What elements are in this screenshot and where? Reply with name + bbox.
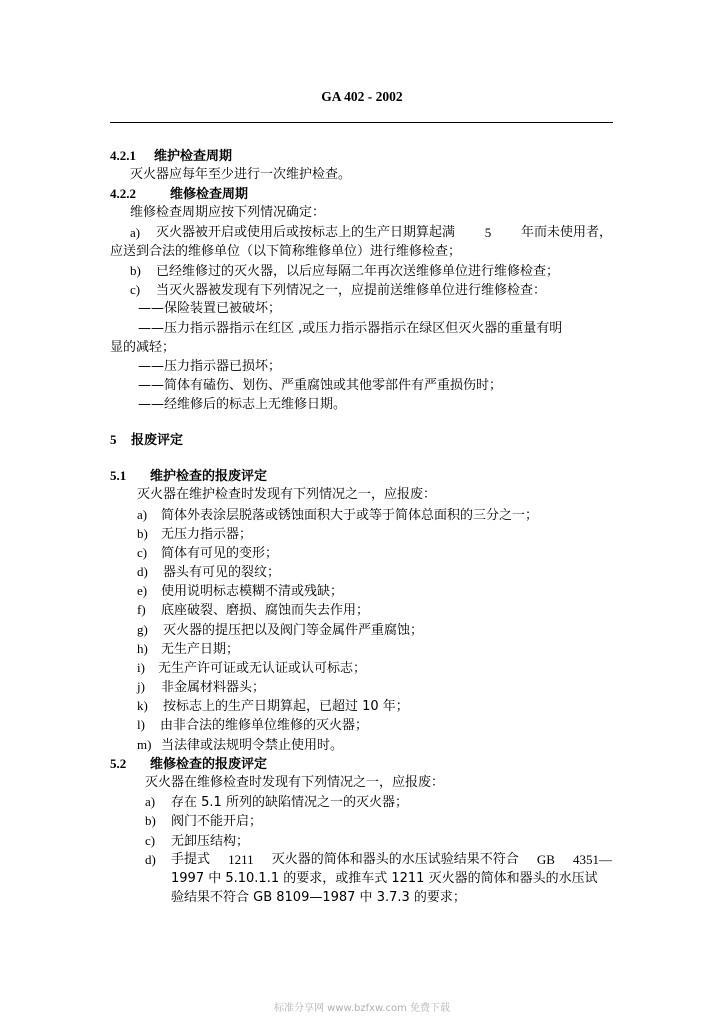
paragraph: 灭火器应每年至少进行一次维护检查。 [130, 167, 352, 182]
text-fragment: 1211 [228, 852, 254, 867]
list-marker: k) [137, 698, 148, 713]
list-marker: a) [130, 225, 141, 240]
list-item-text: 无压力指示器； [161, 527, 253, 542]
list-item [137, 738, 343, 752]
watermark-footer: 标准分享网 www.bzfxw.com 免费下载 [274, 1003, 450, 1014]
list-item-text: 无生产许可证或无认证或认可标志； [158, 661, 367, 676]
list-item-continuation: 应送到合法的维修单位（以下简称维修单位）进行维修检查； [110, 244, 462, 259]
list-item [130, 283, 546, 297]
document-header: GA 402 - 2002 [321, 89, 403, 104]
list-item-text: 简体有可见的变形； [161, 546, 279, 561]
list-marker: g) [137, 622, 148, 637]
section-heading-4-2-1 [110, 149, 232, 163]
dash-item: ——保险装置已被破坏； [138, 301, 282, 316]
list-item-text: 阀门不能开启； [171, 814, 263, 829]
dash-item: ——简体有磕伤、划伤、严重腐蚀或其他零部件有严重损伤时； [138, 378, 503, 393]
list-item [137, 565, 280, 579]
list-item-continuation: 验结果不符合 GB 8109—1987 中 3.7.3 的要求； [171, 890, 466, 905]
text-fragment: 4351— [573, 852, 612, 867]
list-item-continuation: 1997 中 5.10.1.1 的要求，或推车式 1211 灭火器的简体和器头的水压试 [171, 871, 598, 886]
list-marker: d) [145, 852, 156, 867]
list-item [137, 661, 366, 675]
list-item [137, 699, 409, 713]
list-marker: j) [137, 679, 145, 694]
list-item [137, 584, 343, 598]
list-item-text: 简体外表涂层脱落或锈蚀面积大于或等于简体总面积的三分之一； [161, 508, 539, 523]
list-marker: i) [137, 660, 145, 675]
text-fragment: 灭火器被开启或使用后或按标志上的生产日期算起满 [156, 225, 456, 240]
text-fragment: GB [536, 852, 555, 867]
dash-item: ——压力指示器已损坏； [138, 359, 282, 374]
list-item-text: 按标志上的生产日期算起，已超过 10 年； [163, 699, 409, 714]
list-item-text: 无卸压结构； [171, 834, 250, 849]
list-marker: e) [137, 583, 148, 598]
list-item [137, 546, 278, 560]
paragraph: 灭火器在维修检查时发现有下列情况之一，应报废： [145, 775, 445, 790]
list-marker: c) [145, 833, 156, 848]
list-marker: a) [137, 507, 148, 522]
text-fragment: 灭火器的简体和器头的水压试验结果不符合 [271, 852, 519, 867]
section-title: 维护检查周期 [154, 149, 233, 164]
dash-item: ——经维修后的标志上无维修日期。 [138, 397, 347, 412]
list-item [130, 264, 559, 278]
list-item [137, 642, 239, 656]
dash-item-continuation: 显的减轻； [110, 340, 176, 355]
list-item [145, 834, 249, 848]
list-item-text: 非金属材料器头； [161, 680, 266, 695]
section-title: 维修检查的报废评定 [150, 757, 268, 772]
header-rule [110, 122, 613, 123]
text-fragment: 5 [484, 225, 492, 240]
list-item-text: 当灭火器被发现有下列情况之一，应提前送维修单位进行维修检查： [156, 283, 547, 298]
list-marker: m) [137, 737, 152, 752]
list-item-text [171, 853, 612, 866]
list-item-text: 无生产日期； [161, 642, 240, 657]
list-marker: b) [145, 813, 156, 828]
section-title: 维护检查的报废评定 [150, 469, 268, 484]
list-item [130, 226, 156, 240]
section-number: 5 [110, 432, 117, 447]
list-marker: b) [137, 526, 148, 541]
list-marker: a) [145, 794, 156, 809]
section-number: 5.2 [110, 756, 127, 771]
list-item [137, 603, 369, 617]
list-item-text: 使用说明标志模糊不清或残缺； [161, 584, 344, 599]
section-heading-5 [110, 433, 183, 447]
list-item-text: 灭火器的提压把以及阀门等金属件严重腐蚀； [163, 623, 424, 638]
list-item [137, 508, 538, 522]
list-item [137, 718, 368, 732]
list-item [145, 814, 262, 828]
text-fragment: 手提式 [171, 852, 211, 867]
paragraph: 维修检查周期应按下列情况确定： [130, 205, 326, 220]
list-item-text [156, 226, 612, 239]
paragraph: 灭火器在维护检查时发现有下列情况之一，应报废： [137, 487, 437, 502]
section-number: 5.1 [110, 468, 127, 483]
dash-item: ——压力指示器指示在红区 ,或压力指示器指示在绿区但灭火器的重量有明 [138, 321, 563, 336]
section-heading-5-2 [110, 757, 267, 771]
list-marker: d) [137, 564, 148, 579]
list-marker: h) [137, 641, 148, 656]
list-marker: b) [130, 263, 141, 278]
list-item-text: 已经维修过的灭火器，以后应每隔二年再次送维修单位进行维修检查； [156, 264, 560, 279]
list-item-text: 当法律或法规明令禁止使用时。 [161, 738, 344, 753]
list-item-text: 底座破裂、磨损、腐蚀而失去作用； [161, 603, 370, 618]
list-marker: l) [137, 717, 145, 732]
list-item [137, 623, 423, 637]
text-fragment: 年而未使用者， [520, 225, 612, 240]
list-marker: f) [137, 602, 146, 617]
section-number: 4.2.2 [110, 186, 136, 201]
section-heading-4-2-2 [110, 187, 248, 201]
list-item [137, 527, 252, 541]
list-marker: c) [130, 282, 141, 297]
list-item [137, 680, 265, 694]
list-marker: c) [137, 545, 148, 560]
section-heading-5-1 [110, 469, 267, 483]
section-title: 维修检查周期 [170, 187, 249, 202]
list-item-text: 由非合法的维修单位维修的灭火器； [160, 718, 369, 733]
list-item [145, 795, 408, 809]
list-item [145, 853, 171, 867]
list-item-text: 器头有可见的裂纹； [163, 565, 281, 580]
section-title: 报废评定 [131, 433, 184, 448]
list-item-text: 存在 5.1 所列的缺陷情况之一的灭火器； [171, 795, 408, 810]
section-number: 4.2.1 [110, 148, 136, 163]
